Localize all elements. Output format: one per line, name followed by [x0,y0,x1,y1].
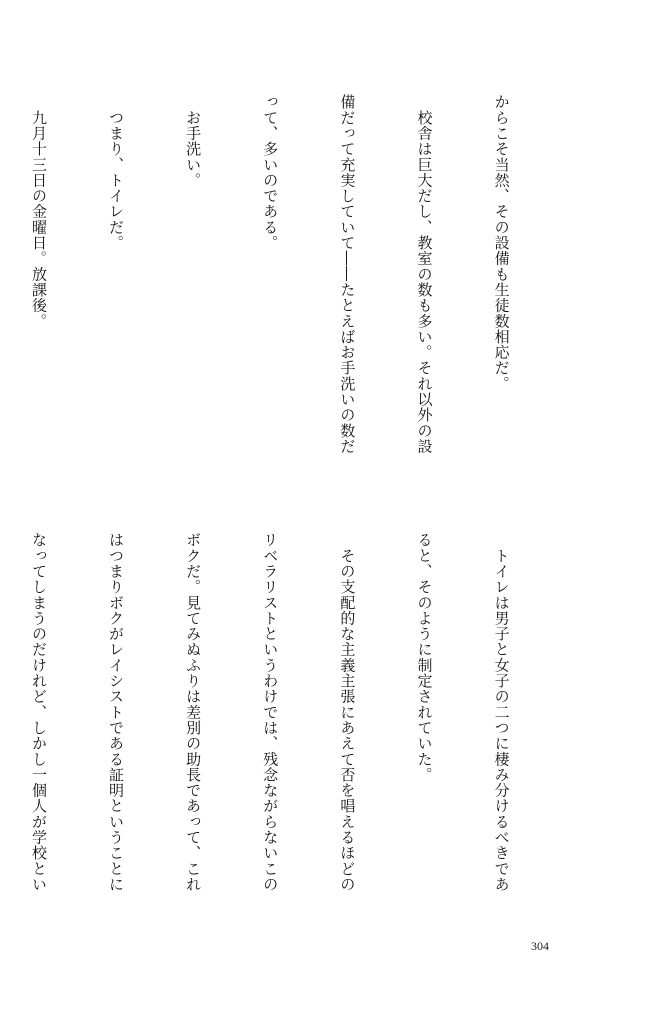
text-line: お手洗い。 [184,94,203,188]
text-line: トイレは男子と女子の二つに棲み分けるべきであ [492,532,511,892]
text-line: なってしまうのだけれど、しかし一個人が学校とい [29,532,48,892]
text-line: その支配的な主義主張にあえて否を唱えるほどの [338,532,357,892]
text-line: 備だって充実していて――たとえばお手洗いの数だ [338,94,357,454]
text-line: って、多いのである。 [261,94,280,251]
text-line: つまり、トイレだ。 [107,94,126,251]
text-line: ると、そのように制定されていた。 [415,532,434,783]
text-line: はつまりボクがレイシストである証明ということに [107,532,126,892]
upper-text-block [0,94,565,474]
page-number: 304 [531,939,549,953]
text-line: ボクだ。見てみぬふりは差別の助長であって、これ [184,532,203,892]
text-line: からこそ当然、その設備も生徒数相応だ。 [492,94,511,392]
text-line: 校舎は巨大だし、教室の数も多い。それ以外の設 [415,94,434,454]
text-line: 九月十三日の金曜日。放課後。 [29,94,48,329]
lower-text-block [0,532,565,912]
text-line: リベラリストというわけでは、残念ながらないこの [261,532,280,892]
